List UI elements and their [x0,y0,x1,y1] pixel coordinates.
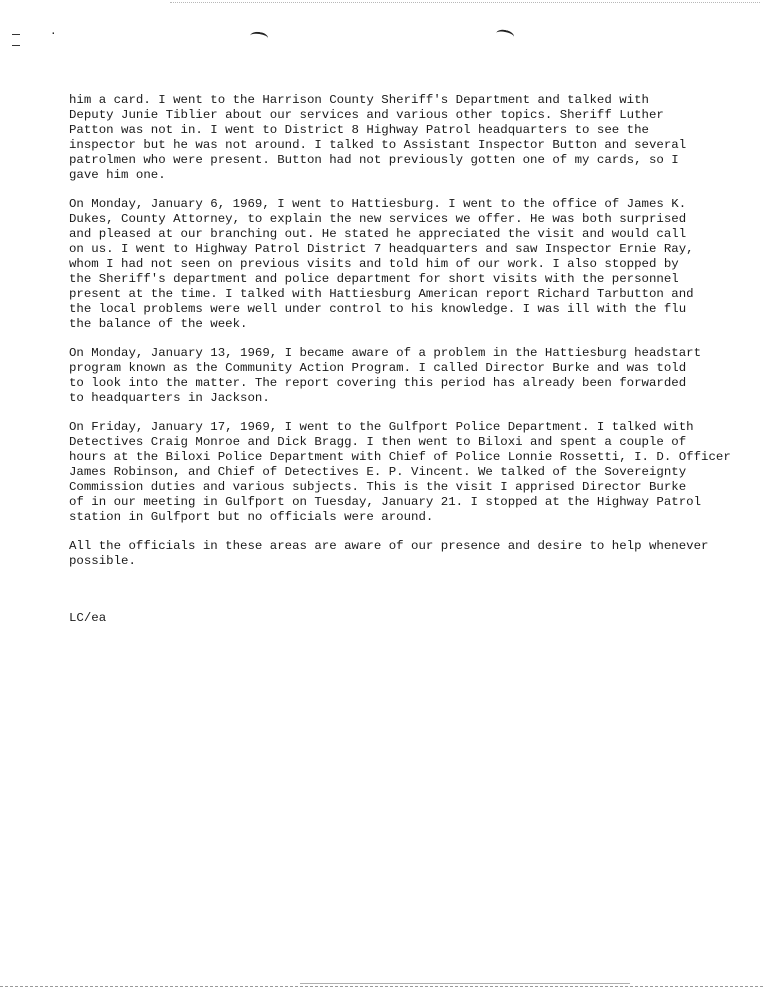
staple-mark-left [249,31,268,43]
staple-mark-right [495,28,515,42]
letter-body [69,93,749,640]
paragraph-2: On Monday, January 6, 1969, I went to Hattiesburg. I went to the office of James K. Dukes, County Attorney, to explain the new services we offer. He was both surprised and pleased at our branching out. He stated he appreciated the visit and would call on us. I went to Highway Patrol District 7 headquarters and saw Inspector Ernie Ray, whom I had not seen on previous visits and told him of our work. I also stopped by the Sheriff's department and police department for short visits with the personnel present at the time. I talked with Hattiesburg American report Richard Tarbutton and the local problems were well under control to his knowledge. I was ill with the flu the balance of the week. [69,197,694,331]
paragraph-1: him a card. I went to the Harrison County Sheriff's Department and talked with Deputy Junie Tiblier about our services and various other topics. Sheriff Luther Patton was not in. I went to District 8 Highway Patrol headquarters to see the inspector but he was not around. I talked to Assistant Inspector Button and several patrolmen who were present. Button had not previously gotten one of my cards, so I gave him one. [69,93,687,182]
bottom-dashed-rule [0,986,763,987]
stray-mark: · [50,27,57,40]
top-dotted-rule [170,2,760,3]
hole-punch-mark [12,34,20,46]
typist-initials: LC/ea [69,611,107,625]
paragraph-3: On Monday, January 13, 1969, I became aware of a problem in the Hattiesburg headstart program known as the Community Action Program. I called Director Burke and was told to look into the matter. The report covering this period has already been forwarded to headquarters in Jackson. [69,346,702,405]
paragraph-4: On Friday, January 17, 1969, I went to the Gulfport Police Department. I talked with Detectives Craig Monroe and Dick Bragg. I then went to Biloxi and spent a couple of hours at the Biloxi Police Department with Chief of Police Lonnie Rossetti, I. D. Officer James Robinson, and Chief of Detectives E. P. Vincent. We talked of the Sovereignty Commission duties and various subjects. This is the visit I apprised Director Burke of in our meeting in Gulfport on Tuesday, January 21. I stopped at the Highway Patrol station in Gulfport but no officials were around. [69,420,731,524]
paragraph-5: All the officials in these areas are aware of our presence and desire to help whenever possible. [69,539,709,568]
bottom-solid-rule [300,983,630,984]
